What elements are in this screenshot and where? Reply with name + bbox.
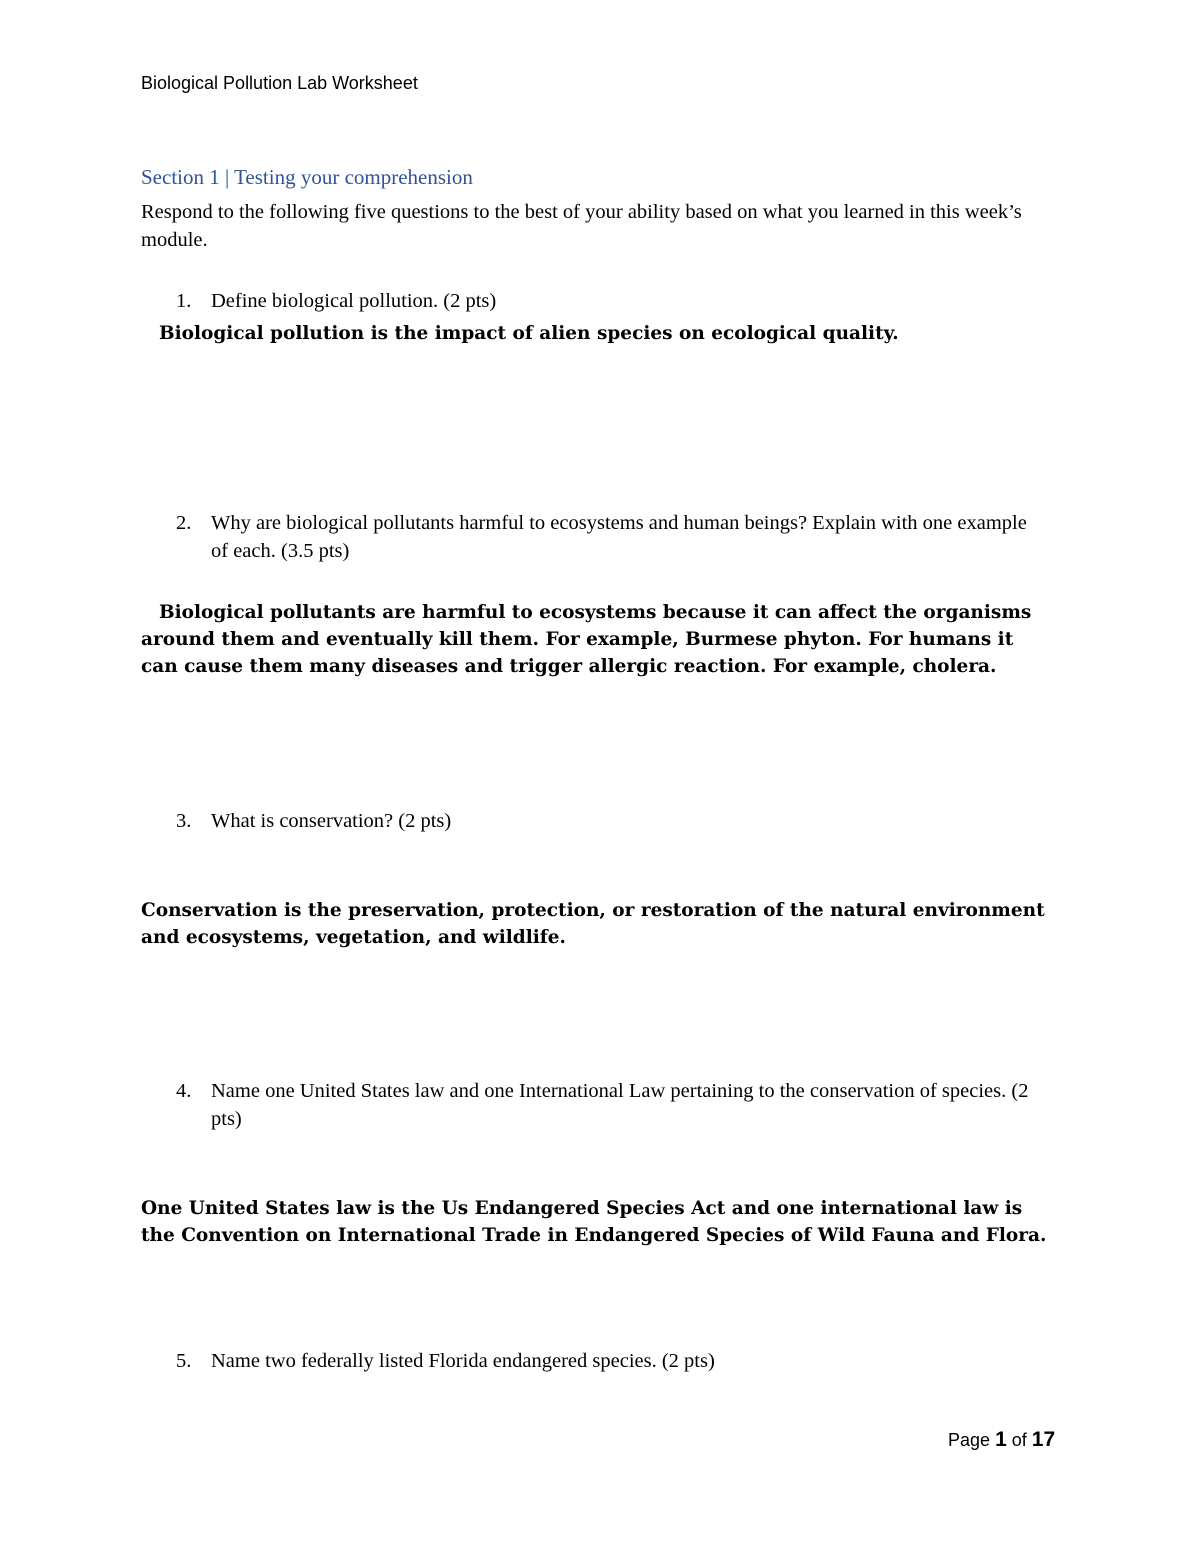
page-total: 17 (1031, 1428, 1056, 1451)
question-3-number: 3. (176, 810, 192, 832)
question-5-number: 5. (176, 1350, 192, 1372)
answer-1: Biological pollution is the impact of alien species on ecological quality. (159, 323, 899, 344)
answer-3: Conservation is the preservation, protection, or restoration of the natural environment and ecosystems, vegetation, and wildlife. (141, 900, 1045, 948)
question-1-number: 1. (176, 290, 192, 312)
answer-2: Biological pollutants are harmful to ecosystems because it can affect the organisms around them and eventually kill them. For example, Burmese phyton. For humans it can cause them many diseases and trigger allergic reaction. For example, cholera. (141, 602, 1032, 677)
question-2-number: 2. (176, 512, 192, 534)
page-of: of (1011, 1430, 1027, 1450)
page-label: Page (948, 1430, 991, 1450)
section-heading: Section 1 | Testing your comprehension (141, 165, 473, 189)
question-5-text: Name two federally listed Florida endangered species. (2 pts) (211, 1350, 715, 1372)
section-intro: Respond to the following five questions to the best of your ability based on what you learned in this week’s module. (141, 201, 1022, 251)
page-header: Biological Pollution Lab Worksheet (141, 73, 418, 93)
question-1-text: Define biological pollution. (2 pts) (211, 290, 497, 312)
question-4-number: 4. (176, 1080, 192, 1102)
question-2-text: Why are biological pollutants harmful to ecosystems and human beings? Explain with one example of each. (3.5 pts) (211, 512, 1027, 562)
page-current: 1 (995, 1428, 1007, 1451)
question-3-text: What is conservation? (2 pts) (211, 810, 452, 832)
page-footer (948, 1428, 1055, 1452)
question-4-text: Name one United States law and one International Law pertaining to the conservation of species. (2 pts) (211, 1080, 1029, 1130)
answer-4: One United States law is the Us Endangered Species Act and one international law is the Convention on International Trade in Endangered Species of Wild Fauna and Flora. (141, 1198, 1047, 1246)
